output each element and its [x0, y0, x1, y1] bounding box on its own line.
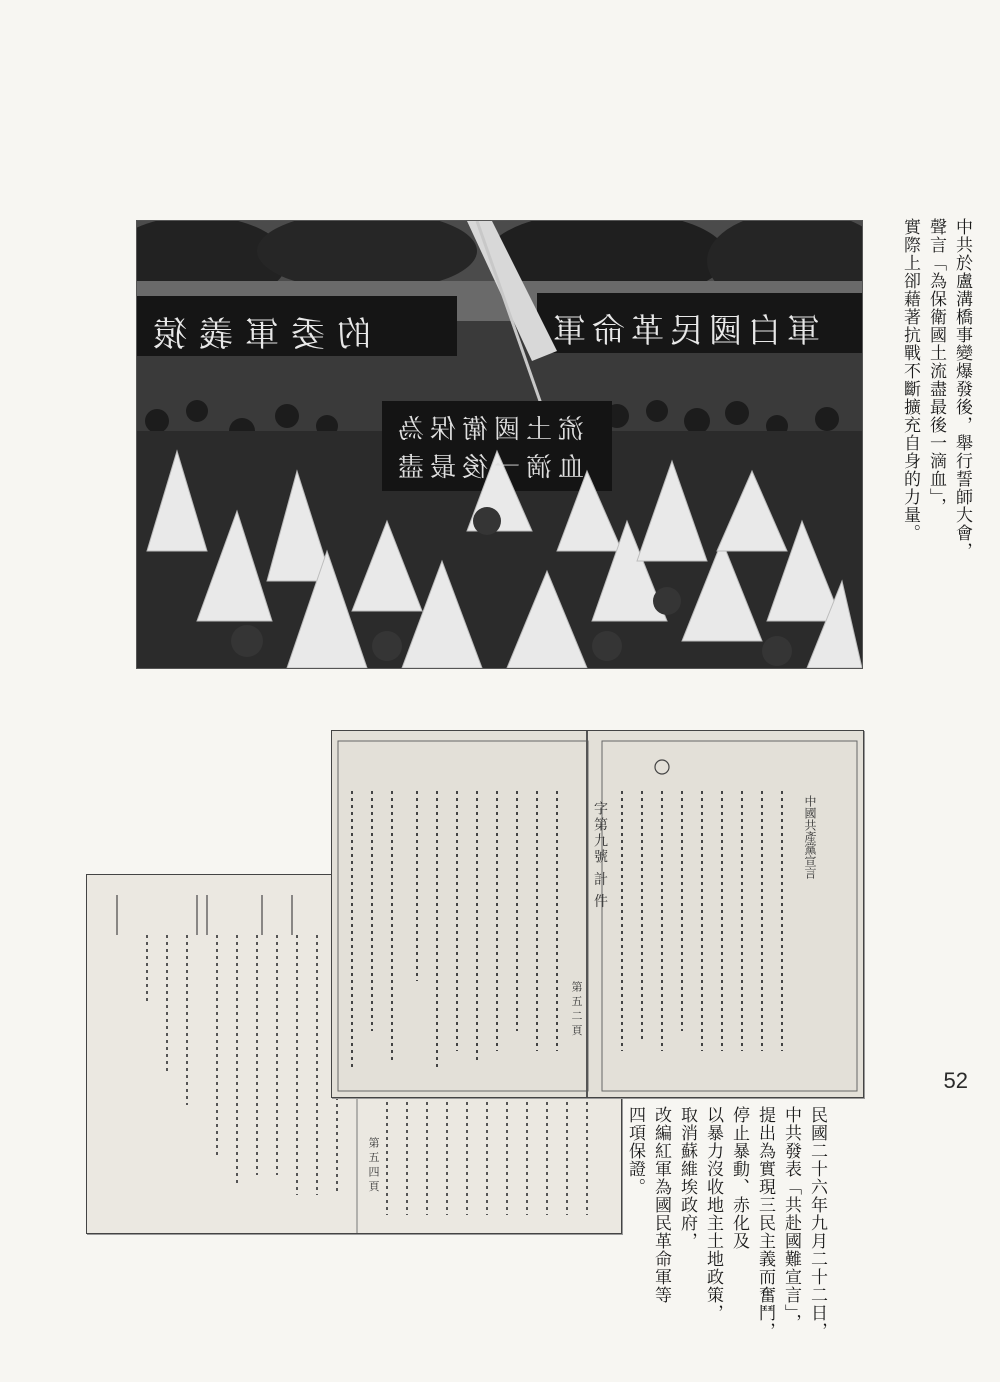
banner-left-text: 的委軍義猿: [141, 315, 371, 355]
caption-line: 四項保證。: [625, 1106, 645, 1196]
protest-rally-photo: [137, 221, 862, 668]
declaration-document-page-1: [331, 730, 864, 1098]
document-caption: [622, 1106, 830, 1376]
caption-line: 提出為實現三民主義而奮鬥，: [755, 1106, 775, 1340]
caption-line: 停止暴動、赤化及: [729, 1106, 749, 1250]
caption-line: 以暴力沒收地主土地政策，: [703, 1106, 723, 1322]
doc-right-title: 中國共產黨宣言: [803, 795, 817, 879]
photo-caption: [897, 218, 975, 598]
caption-line: 中共於盧溝橋事變爆發後，舉行誓師大會，: [952, 218, 972, 560]
doc-left-page-label: 第 五 四 頁: [367, 1137, 380, 1192]
doc-right-header: 字第九號 計 件: [592, 801, 608, 910]
page-number: 52: [943, 1068, 968, 1093]
caption-line: 實際上卻藉著抗戰不斷擴充自身的力量。: [900, 218, 920, 542]
banner-center-line1: 流土國衛保為: [392, 415, 585, 445]
banner-right-text: 軍白國民革命軍: [547, 311, 820, 350]
banner-center-line2: 血滴一後最盡: [392, 453, 585, 483]
document-handwriting-graphic: [332, 731, 863, 1097]
caption-line: 聲言「為保衛國土流盡最後一滴血」，: [926, 218, 946, 516]
caption-line: 改編紅軍為國民革命軍等: [651, 1106, 671, 1304]
caption-line: 民國二十六年九月二十二日，: [807, 1106, 827, 1340]
caption-line: 中共發表「共赴國難宣言」，: [781, 1106, 801, 1332]
caption-line: 取消蘇維埃政府，: [677, 1106, 697, 1250]
doc-right-page-label: 第 五 二 頁: [570, 981, 583, 1036]
